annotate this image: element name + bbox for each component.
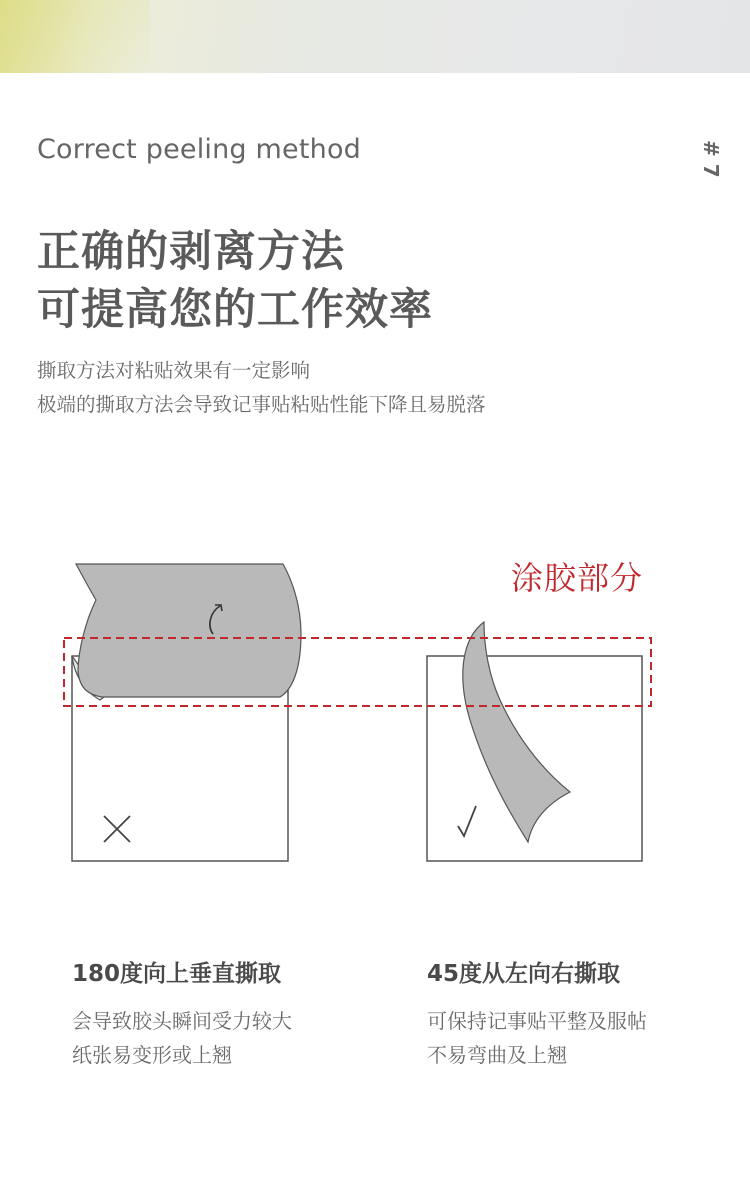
glue-area-label: 涂胶部分 xyxy=(511,559,644,597)
wrong-method-desc-line-2: 纸张易变形或上翘 xyxy=(72,1043,232,1067)
headline-line-1: 正确的剥离方法 xyxy=(37,227,345,277)
intro-line-1: 撕取方法对粘贴效果有一定影响 xyxy=(37,359,311,382)
wrong-method-title: 180度向上垂直撕取 xyxy=(72,961,282,987)
intro-line-2: 极端的撕取方法会导致记事贴粘贴性能下降且易脱落 xyxy=(37,393,486,416)
wrong-method-desc-line-1: 会导致胶头瞬间受力较大 xyxy=(72,1009,292,1033)
right-method-desc-line-1: 可保持记事贴平整及服帖 xyxy=(427,1009,647,1033)
section-eyebrow: Correct peeling method xyxy=(37,134,361,165)
page-number: # 7 xyxy=(699,140,723,178)
wrong-method-desc xyxy=(72,1004,292,1072)
right-method-desc-line-2: 不易弯曲及上翘 xyxy=(427,1043,567,1067)
wrong-note-peeled-sheet xyxy=(76,564,301,697)
headline-line-2: 可提高您的工作效率 xyxy=(37,285,433,335)
right-method-title: 45度从左向右撕取 xyxy=(427,961,621,987)
right-method-desc xyxy=(427,1004,647,1072)
